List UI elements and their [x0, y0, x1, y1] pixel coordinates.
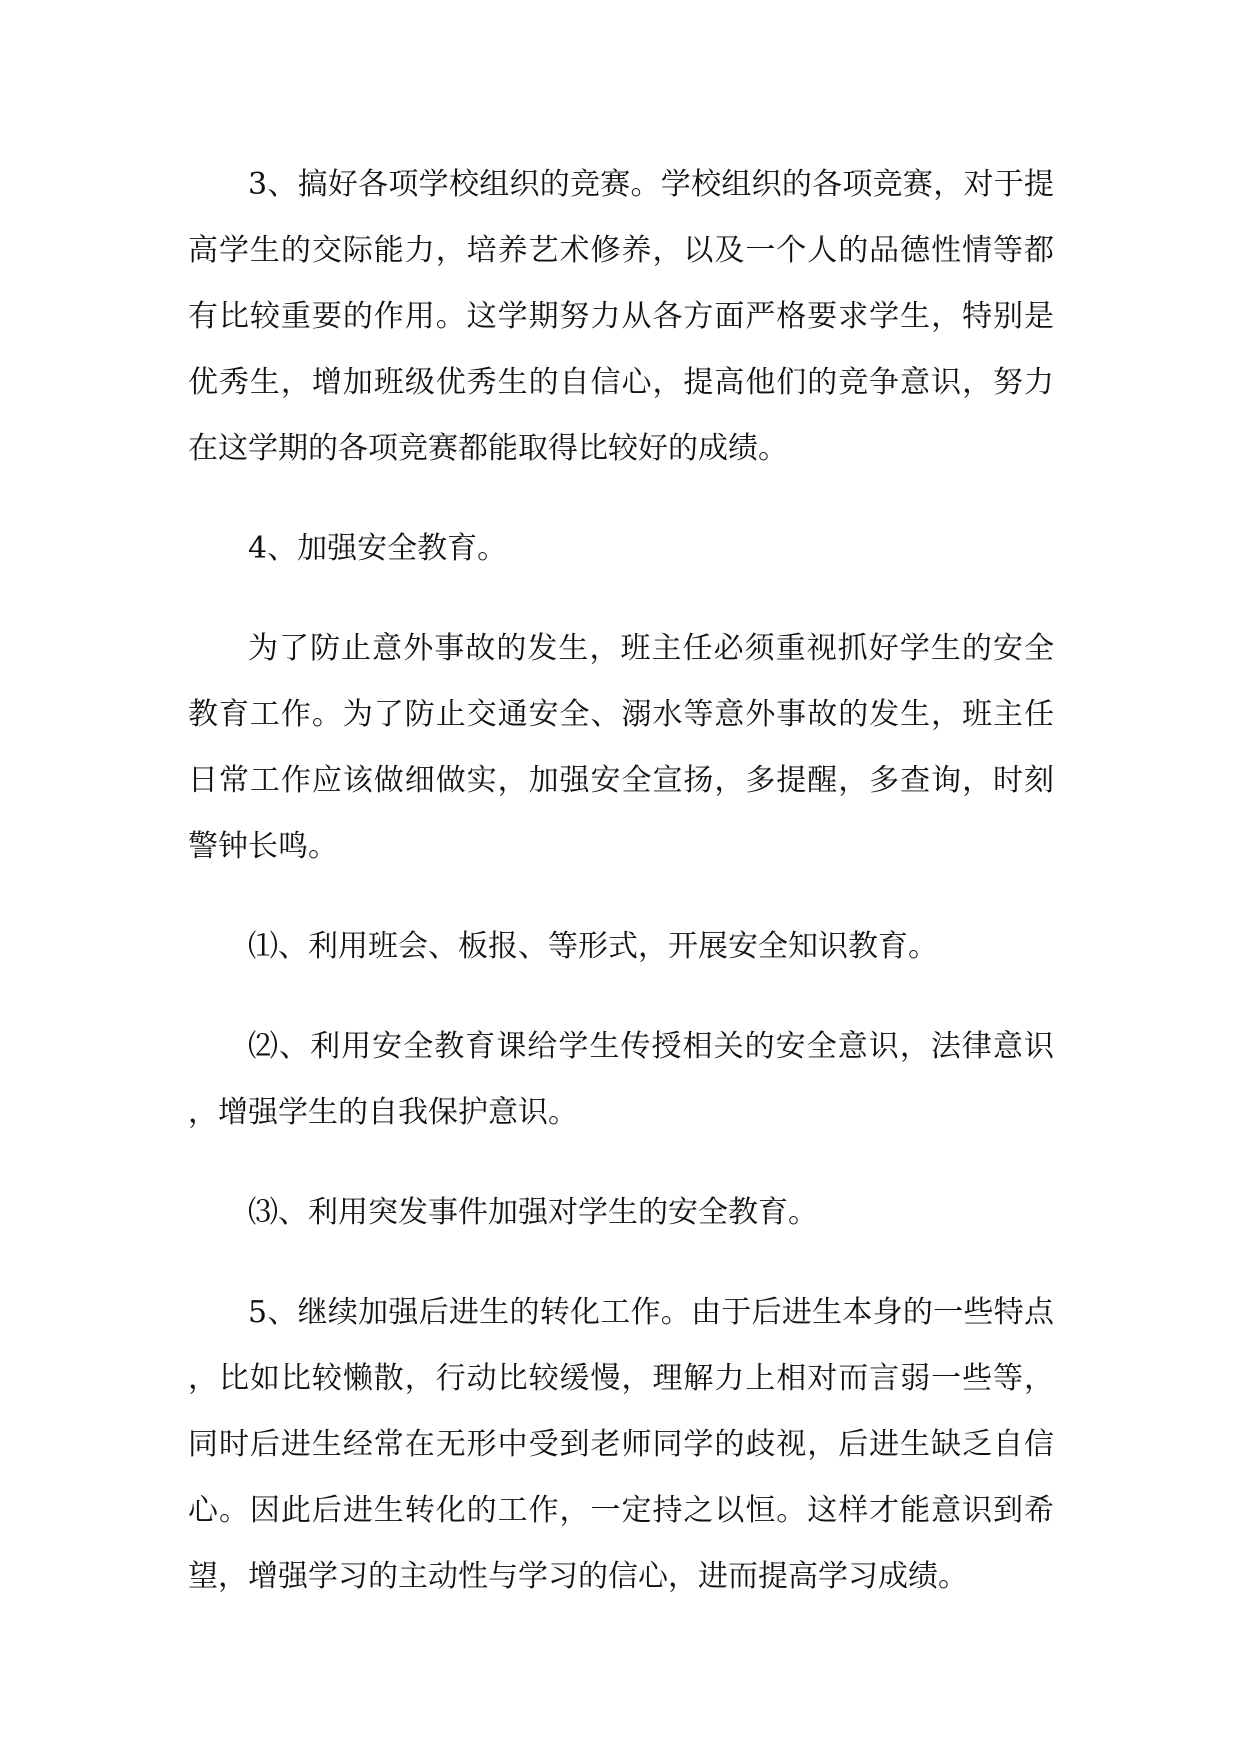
paragraph-safety-heading: 4、加强安全教育。 — [248, 531, 508, 566]
paragraph-competitions: 3、搞好各项学校组织的竞赛。学校组织的各项竞赛，对于提高学生的交际能力，培养艺术修养，以及一个人的品德性情等都有比较重要的作用。这学期努力从各方面严格要求学生，特别是优秀生，增加班级优秀生的自信心，提高他们的竞争意识，努力在这学期的各项竞赛都能取得比较好的成绩。 — [188, 167, 1054, 466]
paragraph-safety-item-2: ⑵、利用安全教育课给学生传授相关的安全意识，法律意识，增强学生的自我保护意识。 — [188, 1029, 1054, 1130]
paragraph-safety-intro: 为了防止意外事故的发生，班主任必须重视抓好学生的安全教育工作。为了防止交通安全、溺水等意外事故的发生，班主任日常工作应该做细做实，加强安全宣扬，多提醒，多查询，时刻警钟长鸣。 — [188, 631, 1054, 864]
paragraph-safety-item-3: ⑶、利用突发事件加强对学生的安全教育。 — [248, 1195, 818, 1230]
document-body — [188, 152, 1054, 1644]
paragraph-underachievers: 5、继续加强后进生的转化工作。由于后进生本身的一些特点，比如比较懒散，行动比较缓慢，理解力上相对而言弱一些等，同时后进生经常在无形中受到老师同学的歧视，后进生缺乏自信心。因此后进生转化的工作，一定持之以恒。这样才能意识到希望，增强学习的主动性与学习的信心，进而提高学习成绩。 — [188, 1295, 1054, 1594]
paragraph-safety-item-1: ⑴、利用班会、板报、等形式，开展安全知识教育。 — [248, 929, 938, 964]
